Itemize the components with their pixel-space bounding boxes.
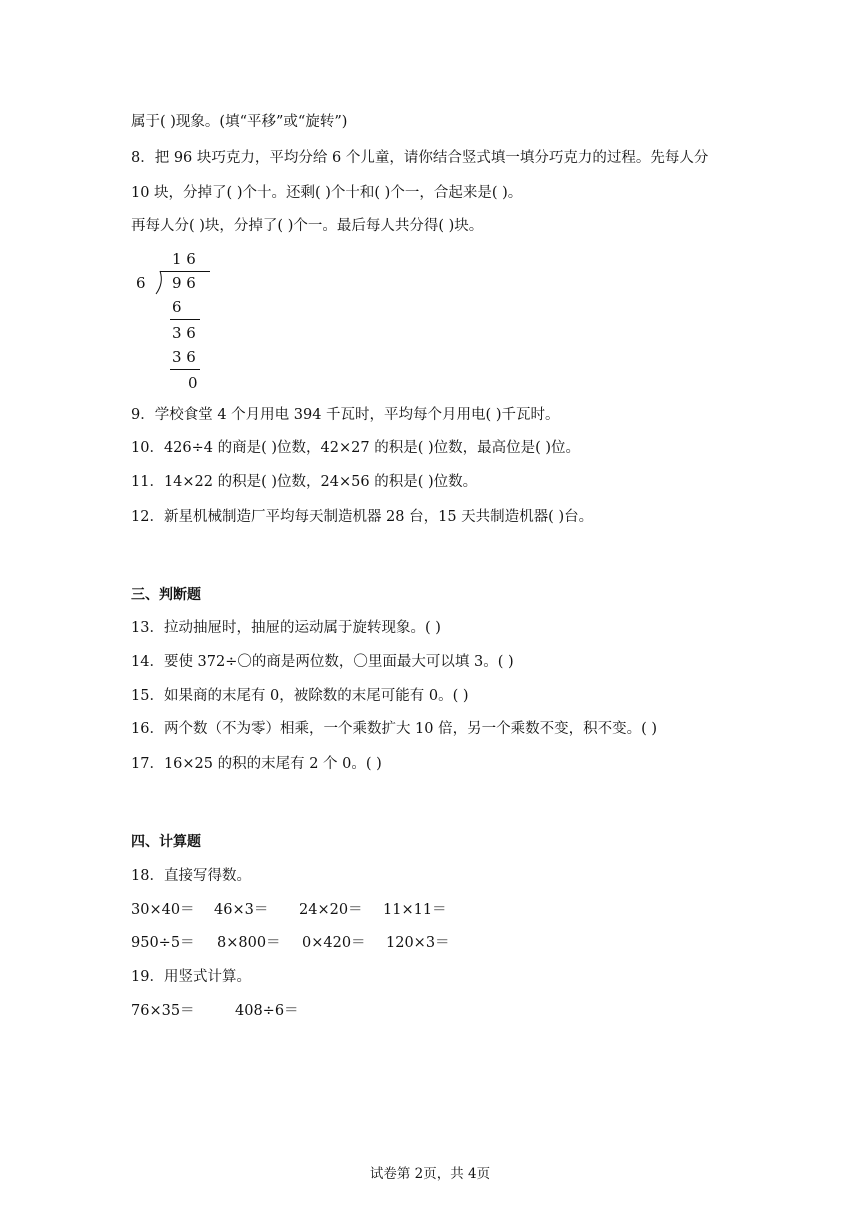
division-bracket [120, 246, 140, 276]
page-footer: 试卷第 2页，共 4页 [369, 1166, 491, 1182]
section-4-heading: 四、计算题 [131, 834, 201, 850]
question-13: 13．拉动抽屉时，抽屉的运动属于旋转现象。( ) [131, 620, 441, 636]
division-step-3-bar [170, 369, 200, 370]
calc-item: 76×35＝ [131, 1003, 195, 1019]
division-step-3: 3 6 [172, 348, 196, 366]
calc-item: 408÷6＝ [235, 1003, 299, 1019]
division-divisor: 6 [136, 274, 146, 292]
division-step-1-bar [170, 319, 200, 320]
division-remainder: 0 [188, 374, 198, 392]
question-8-line-3: 再每人分( )块，分掉了( )个一。最后每人共分得( )块。 [131, 218, 484, 234]
question-16: 16．两个数（不为零）相乘，一个乘数扩大 10 倍，另一个乘数不变，积不变。( ) [131, 721, 658, 737]
question-11: 11．14×22 的积是( )位数，24×56 的积是( )位数。 [131, 474, 478, 490]
section-3-heading: 三、判断题 [131, 587, 201, 603]
question-15: 15．如果商的末尾有 0，被除数的末尾可能有 0。( ) [131, 688, 469, 704]
question-17: 17．16×25 的积的末尾有 2 个 0。( ) [131, 756, 382, 772]
calc-item: 11×11＝ [383, 902, 447, 918]
calc-item: 8×800＝ [217, 935, 281, 951]
calc-item: 24×20＝ [299, 902, 363, 918]
division-step-1: 6 [172, 298, 182, 316]
long-division [120, 246, 230, 396]
question-18: 18．直接写得数。 [131, 868, 251, 884]
calc-item: 950÷5＝ [131, 935, 195, 951]
calc-item: 0×420＝ [302, 935, 366, 951]
q7-continuation: 属于( )现象。(填“平移”或“旋转”) [131, 114, 348, 130]
calc-item: 120×3＝ [386, 935, 450, 951]
division-quotient: 1 6 [172, 250, 196, 268]
division-step-2: 3 6 [172, 324, 196, 342]
question-9: 9．学校食堂 4 个月用电 394 千瓦时，平均每个月用电( )千瓦时。 [131, 407, 560, 423]
question-12: 12．新星机械制造厂平均每天制造机器 28 台，15 天共制造机器( )台。 [131, 509, 594, 525]
division-dividend: 9 6 [172, 274, 196, 292]
calc-item: 30×40＝ [131, 902, 195, 918]
calc-item: 46×3＝ [214, 902, 269, 918]
question-19: 19．用竖式计算。 [131, 969, 251, 985]
division-top-bar [160, 271, 210, 272]
question-8-line-2: 10 块，分掉了( )个十。还剩( )个十和( )个一，合起来是( )。 [131, 185, 523, 201]
question-10: 10．426÷4 的商是( )位数，42×27 的积是( )位数，最高位是( )位。 [131, 440, 581, 456]
question-8-line-1: 8．把 96 块巧克力，平均分给 6 个儿童，请你结合竖式填一填分巧克力的过程。先每人分 [131, 150, 709, 166]
question-14: 14．要使 372÷〇的商是两位数，〇里面最大可以填 3。( ) [131, 654, 514, 670]
